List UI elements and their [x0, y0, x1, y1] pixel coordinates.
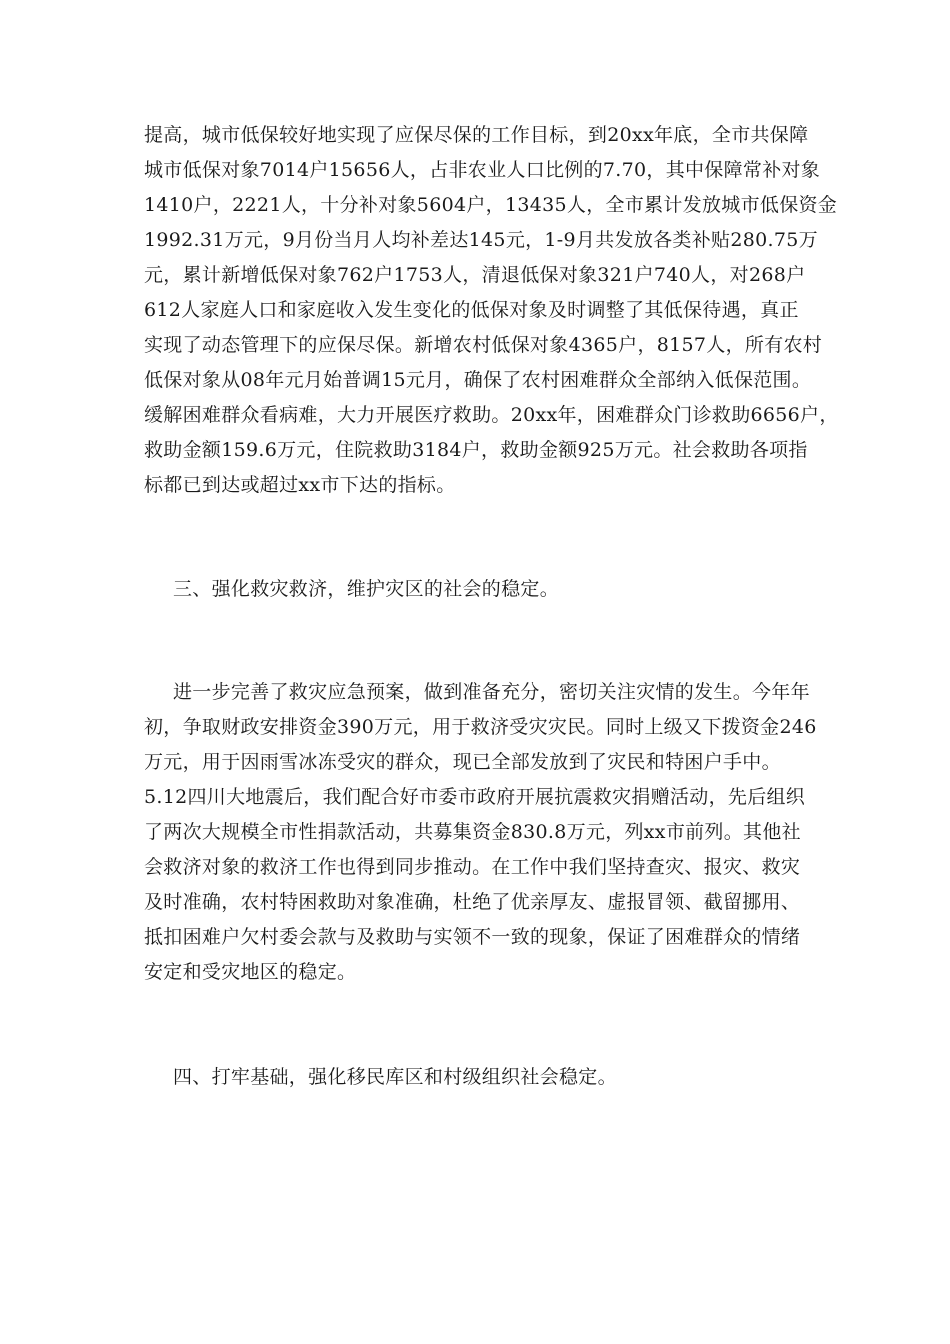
text-line: 1992.31万元，9月份当月人均补差达145元，1-9月共发放各类补贴280.75万 [144, 229, 818, 251]
text-line: 城市低保对象7014户15656人，占非农业人口比例的7.70，其中保障常补对象 [144, 159, 821, 181]
text-line: 元，累计新增低保对象762户1753人，清退低保对象321户740人，对268户 [144, 264, 806, 286]
text-line: 1410户，2221人，十分补对象5604户，13435人，全市累计发放城市低保资金 [144, 194, 838, 216]
text-line: 实现了动态管理下的应保尽保。新增农村低保对象4365户，8157人，所有农村 [144, 334, 823, 356]
text-line: 缓解困难群众看病难，大力开展医疗救助。20xx年，困难群众门诊救助6656户， [144, 404, 839, 426]
text-line: 低保对象从08年元月始普调15元月，确保了农村困难群众全部纳入低保范围。 [144, 369, 812, 391]
text-line: 了两次大规模全市性捐款活动，共募集资金830.8万元，列xx市前列。其他社 [144, 821, 801, 843]
text-line: 进一步完善了救灾应急预案，做到准备充分，密切关注灾情的发生。今年年 [173, 681, 810, 703]
text-line: 抵扣困难户欠村委会款与及救助与实领不一致的现象，保证了困难群众的情绪 [144, 926, 801, 948]
text-line: 初，争取财政安排资金390万元，用于救济受灾灾民。同时上级又下拨资金246 [144, 716, 817, 738]
text-line: 会救济对象的救济工作也得到同步推动。在工作中我们坚持查灾、报灾、救灾 [144, 856, 801, 878]
section-heading-3: 三、强化救灾救济，维护灾区的社会的稳定。 [173, 578, 560, 600]
text-line: 安定和受灾地区的稳定。 [144, 961, 357, 983]
text-line: 提高，城市低保较好地实现了应保尽保的工作目标，到20xx年底，全市共保障 [144, 124, 809, 146]
text-line: 救助金额159.6万元，住院救助3184户，救助金额925万元。社会救助各项指 [144, 439, 808, 461]
section-heading-4: 四、打牢基础，强化移民库区和村级组织社会稳定。 [173, 1066, 617, 1088]
text-line: 612人家庭人口和家庭收入发生变化的低保对象及时调整了其低保待遇，真正 [144, 299, 799, 321]
text-line: 及时准确，农村特困救助对象准确，杜绝了优亲厚友、虚报冒领、截留挪用、 [144, 891, 801, 913]
text-line: 标都已到达或超过xx市下达的指标。 [144, 474, 456, 496]
text-line: 5.12四川大地震后，我们配合好市委市政府开展抗震救灾捐赠活动，先后组织 [144, 786, 806, 808]
text-line: 万元，用于因雨雪冰冻受灾的群众，现已全部发放到了灾民和特困户手中。 [144, 751, 781, 773]
